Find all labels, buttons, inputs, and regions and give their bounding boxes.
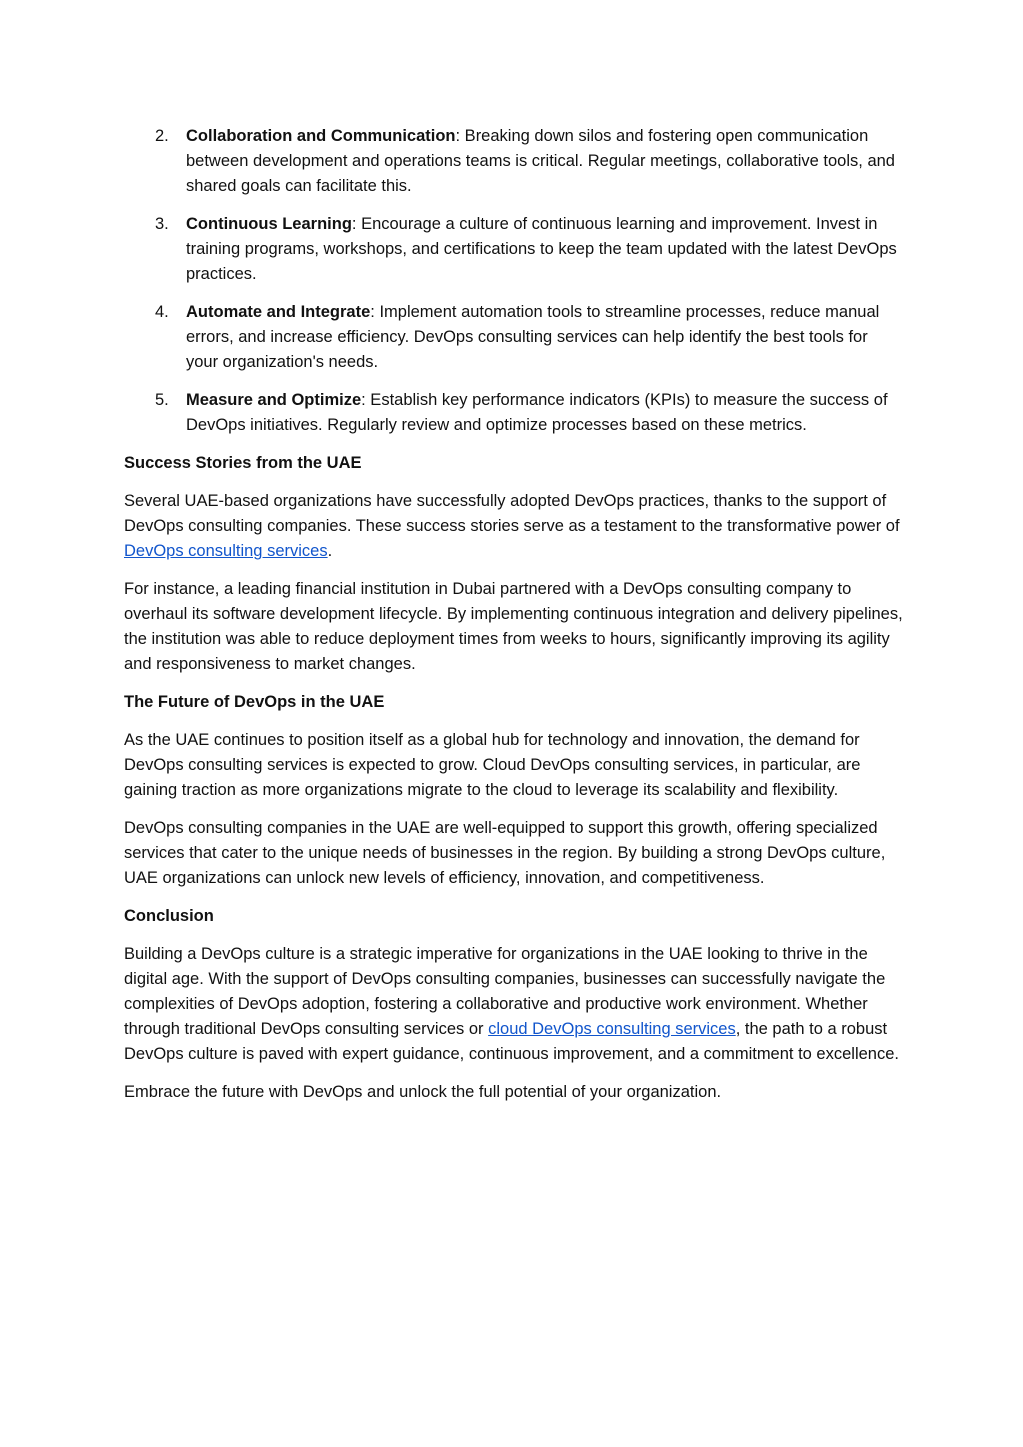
conclusion-paragraph-1-end: , the path to a robust DevOps culture is paved with expert guidance, continuous improvement, and a commitment to excellence. [124, 1020, 899, 1063]
list-item-term: Automate and Integrate [186, 303, 371, 321]
list-item-number: 4. [155, 303, 169, 321]
practices-list [124, 124, 904, 438]
cloud-devops-consulting-services-link[interactable]: cloud DevOps consulting services [488, 1020, 736, 1038]
document-content [124, 124, 904, 1118]
conclusion-heading: Conclusion [124, 907, 214, 925]
conclusion-paragraph-2: Embrace the future with DevOps and unlock the full potential of your organization. [124, 1083, 722, 1101]
future-heading: The Future of DevOps in the UAE [124, 693, 385, 711]
list-item-number: 5. [155, 391, 169, 409]
list-item-term: Collaboration and Communication [186, 127, 456, 145]
list-item-text: : Encourage a culture of continuous learning and improvement. Invest in training programs, workshops, and certifications to keep the team updated with the latest DevOps practices. [186, 215, 897, 283]
list-item-term: Continuous Learning [186, 215, 352, 233]
list-item [124, 212, 904, 287]
success-paragraph-1-text: Several UAE-based organizations have successfully adopted DevOps practices, thanks to the support of DevOps consulting companies. These success stories serve as a testament to the transformative power of [124, 492, 900, 535]
list-item [124, 300, 904, 375]
future-paragraph-1: As the UAE continues to position itself as a global hub for technology and innovation, the demand for DevOps consulting services is expected to grow. Cloud DevOps consulting services, in particular, are gaining traction as more organizations migrate to the cloud to leverage its scalability and flexibility. [124, 731, 861, 799]
list-item [124, 388, 904, 438]
list-item-term: Measure and Optimize [186, 391, 362, 409]
conclusion-paragraph-1-text: Building a DevOps culture is a strategic imperative for organizations in the UAE looking to thrive in the digital age. With the support of DevOps consulting companies, businesses can successfully navigate the complexities of DevOps adoption, fostering a collaborative and productive work environment. Whether through traditional DevOps consulting services or [124, 945, 886, 1038]
success-paragraph-2: For instance, a leading financial institution in Dubai partnered with a DevOps consulting company to overhaul its software development lifecycle. By implementing continuous integration and delivery pipelines, the institution was able to reduce deployment times from weeks to hours, significantly improving its agility and responsiveness to market changes. [124, 580, 903, 673]
list-item-text: : Implement automation tools to streamline processes, reduce manual errors, and increase efficiency. DevOps consulting services can help identify the best tools for your organization's needs. [186, 303, 880, 371]
devops-consulting-services-link[interactable]: DevOps consulting services [124, 542, 328, 560]
list-item-number: 3. [155, 215, 169, 233]
list-item [124, 124, 904, 199]
list-item-number: 2. [155, 127, 169, 145]
success-stories-heading: Success Stories from the UAE [124, 454, 362, 472]
success-paragraph-1-end: . [327, 542, 333, 560]
list-item-text: : Establish key performance indicators (KPIs) to measure the success of DevOps initiatives. Regularly review and optimize processes based on these metrics. [186, 391, 888, 434]
future-paragraph-2: DevOps consulting companies in the UAE are well-equipped to support this growth, offering specialized services that cater to the unique needs of businesses in the region. By building a strong DevOps culture, UAE organizations can unlock new levels of efficiency, innovation, and competitiveness. [124, 819, 886, 887]
success-paragraph-1 [124, 489, 904, 564]
conclusion-paragraph-1 [124, 942, 904, 1067]
list-item-text: : Breaking down silos and fostering open communication between development and operations teams is critical. Regular meetings, collaborative tools, and shared goals can facilitate this. [186, 127, 895, 195]
